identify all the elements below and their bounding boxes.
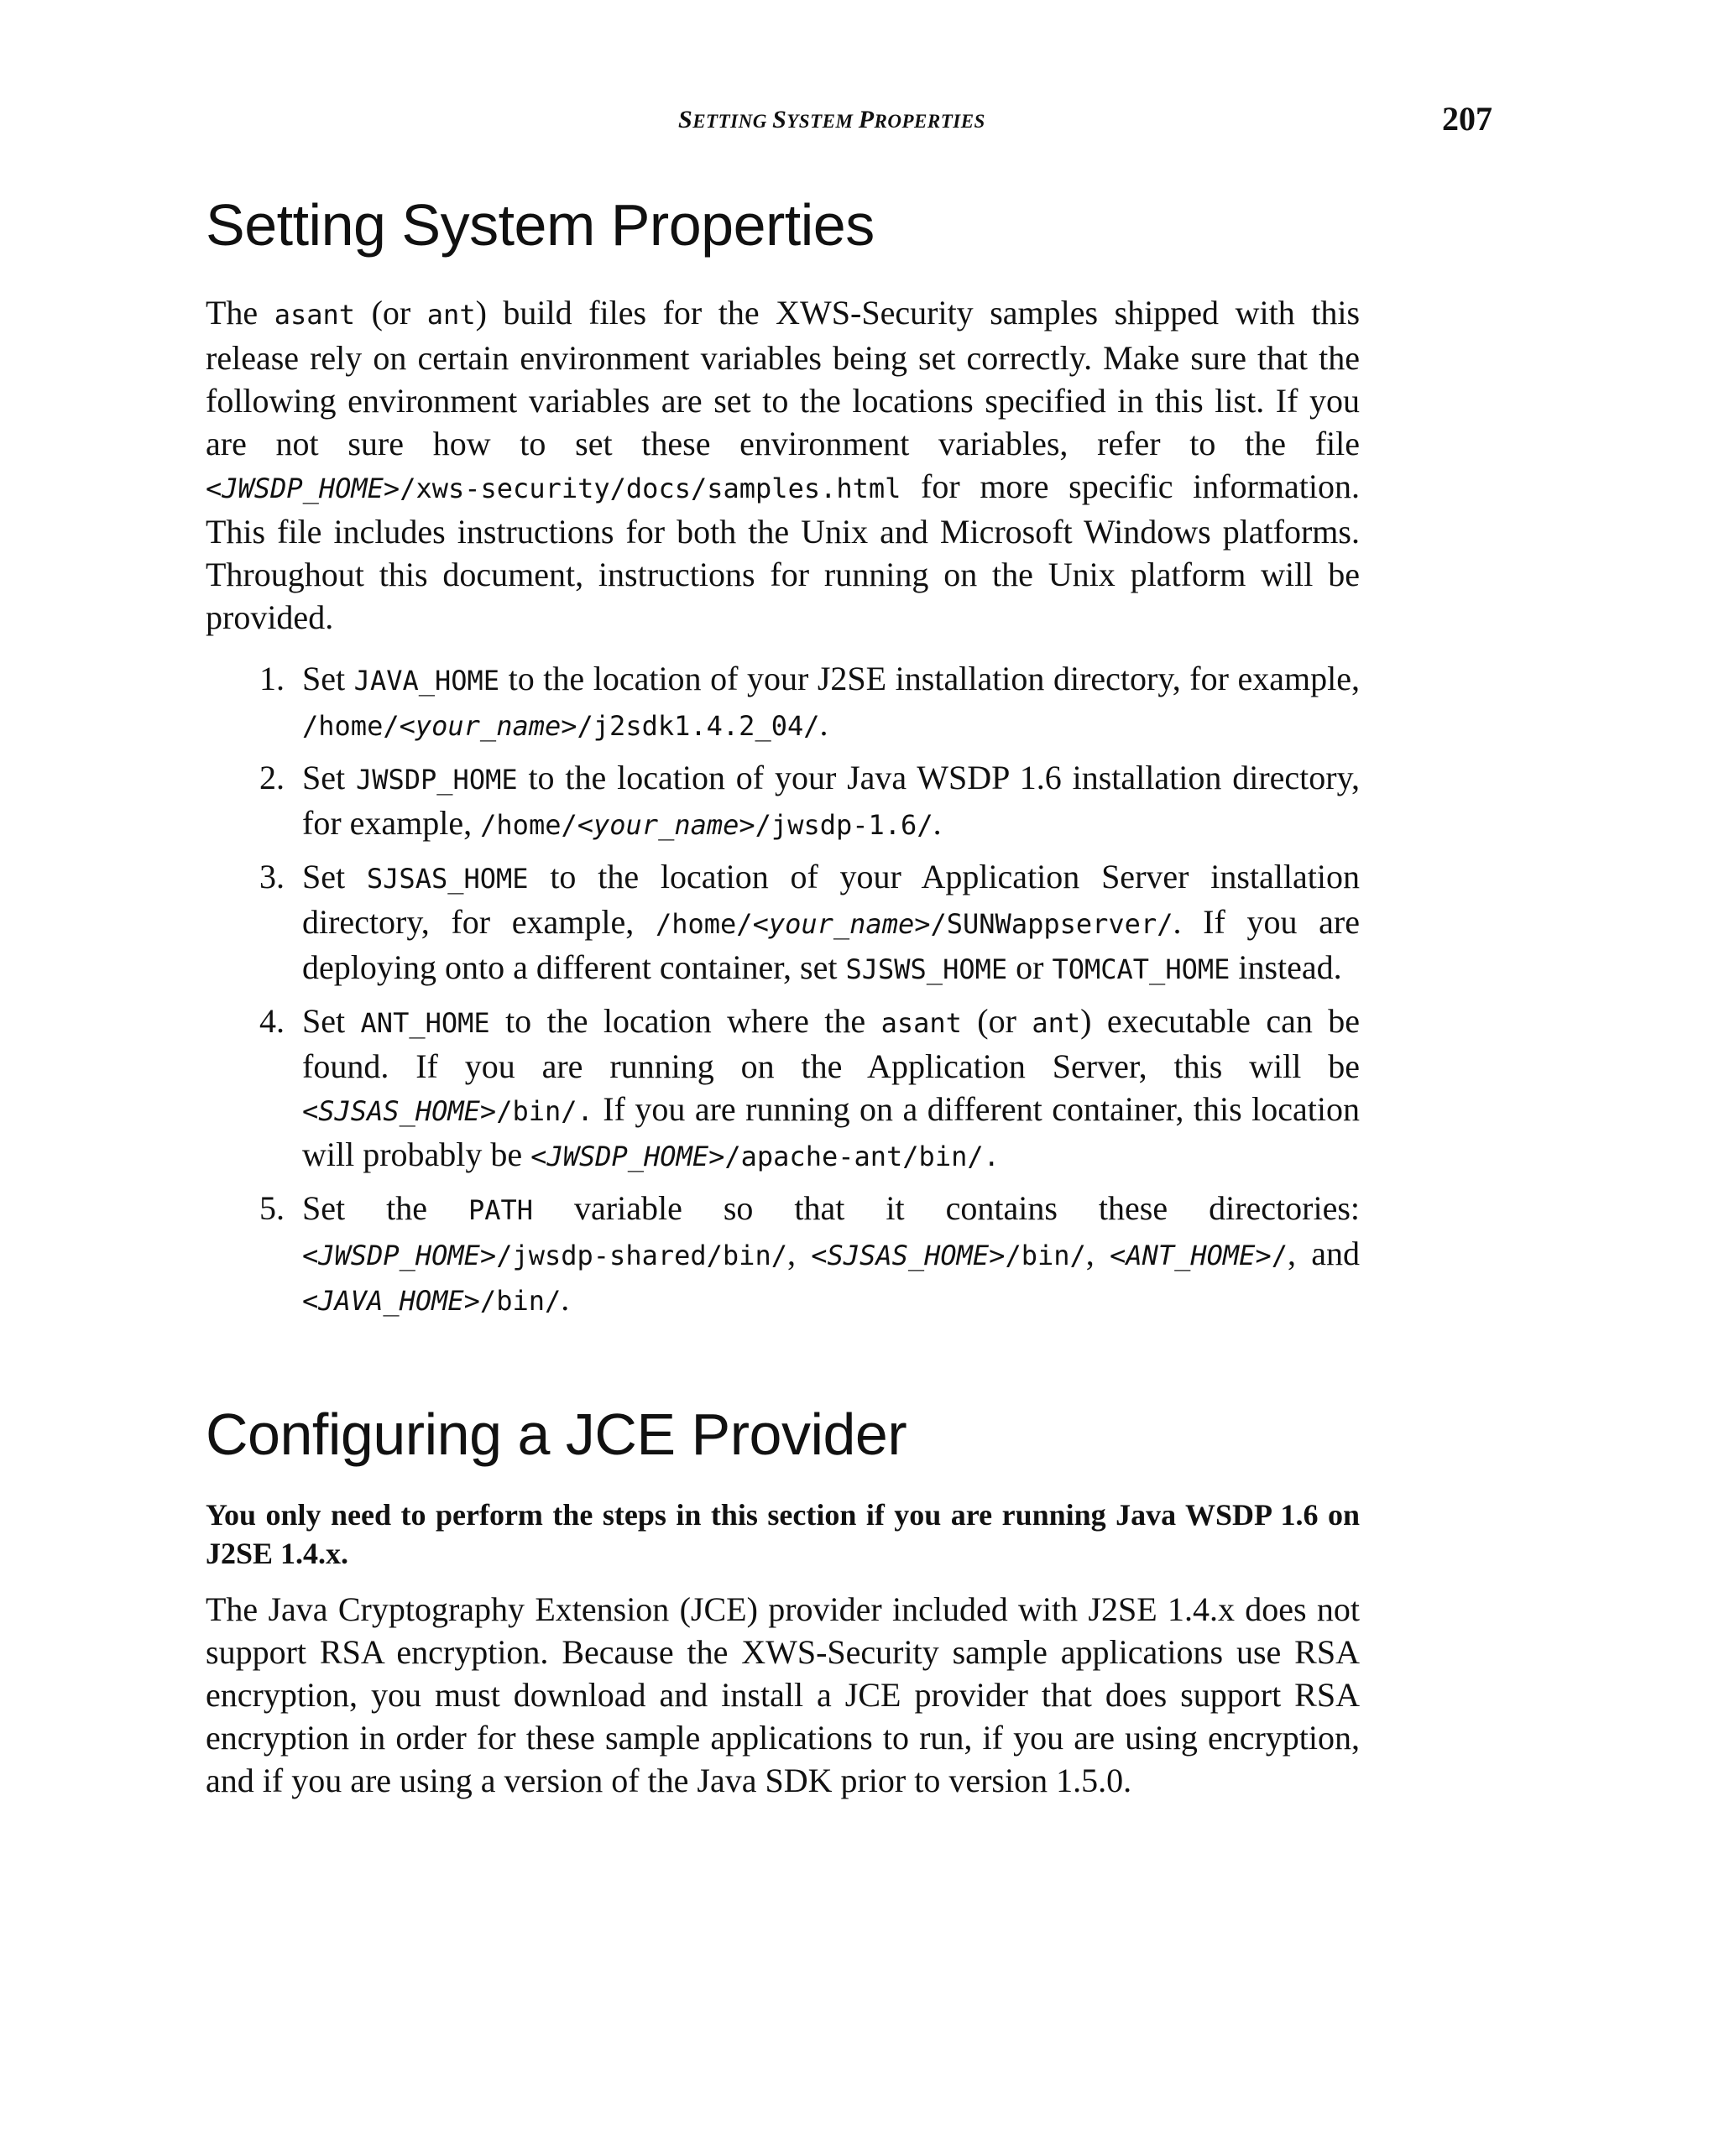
code-asant: asant bbox=[880, 1007, 962, 1039]
text: ) executable can be found. If you are running on the Application Server, this will be bbox=[302, 1002, 1360, 1085]
text: . bbox=[819, 705, 828, 743]
text: Set bbox=[302, 660, 354, 697]
code-ant-home-dir bbox=[1110, 1240, 1288, 1271]
text: or bbox=[1007, 948, 1053, 986]
code-sjsws-home: SJSWS_HOME bbox=[845, 953, 1008, 985]
code-placeholder: <JWSDP_HOME> bbox=[206, 472, 400, 504]
code-example-path bbox=[480, 809, 933, 841]
code-path: /home/ bbox=[302, 710, 400, 742]
code-path: / bbox=[1271, 1240, 1288, 1271]
code-java-home: JAVA_HOME bbox=[353, 665, 500, 697]
code-sjsas-bin bbox=[811, 1240, 1086, 1271]
code-placeholder: <ANT_HOME> bbox=[1110, 1240, 1272, 1271]
code-path: /bin/ bbox=[479, 1285, 562, 1317]
code-tomcat-home: TOMCAT_HOME bbox=[1052, 953, 1230, 985]
page-number: 207 bbox=[1442, 100, 1492, 138]
section-title-system-properties: Setting System Properties bbox=[206, 192, 875, 258]
text: Set bbox=[302, 759, 356, 796]
list-item bbox=[206, 855, 1360, 991]
code-placeholder: <SJSAS_HOME> bbox=[302, 1095, 497, 1127]
code-jwsdp-home: JWSDP_HOME bbox=[355, 764, 518, 796]
code-placeholder: <SJSAS_HOME> bbox=[811, 1240, 1006, 1271]
text: . bbox=[933, 804, 942, 842]
code-placeholder: <JWSDP_HOME> bbox=[530, 1141, 725, 1172]
text: ) build files for the XWS-Security samples shipped with this release rely on certain environment variables being set correctly. Make sure that the following environment variables are set to the locations specified in this list. If you are not sure how to set these environment variables, refer to the file bbox=[206, 294, 1361, 462]
text: to the location of your Application Server installation directory, for example, bbox=[302, 858, 1360, 941]
code-asant: asant bbox=[274, 299, 356, 331]
text: instead. bbox=[1230, 948, 1342, 986]
text: to the location where the bbox=[489, 1002, 881, 1040]
list-item bbox=[206, 657, 1360, 748]
running-head-rest2: YSTEM bbox=[786, 111, 859, 132]
list-number: 4. bbox=[259, 1002, 285, 1040]
code-placeholder: <JAVA_HOME> bbox=[302, 1285, 480, 1317]
code-ant: ant bbox=[1032, 1007, 1081, 1039]
code-path: /bin/ bbox=[1005, 1240, 1086, 1271]
text: to the location of your J2SE installation directory, for example, bbox=[499, 660, 1360, 697]
code-java-home-bin bbox=[302, 1285, 561, 1317]
running-head-s1: S bbox=[678, 106, 693, 133]
running-head bbox=[678, 106, 985, 134]
code-sjsas-home: SJSAS_HOME bbox=[366, 863, 529, 895]
list-number: 5. bbox=[259, 1189, 285, 1227]
list-item bbox=[206, 756, 1360, 847]
code-path-var: PATH bbox=[468, 1194, 534, 1226]
code-samples-path bbox=[206, 472, 901, 504]
jce-body-paragraph: The Java Cryptography Extension (JCE) provider included with J2SE 1.4.x does not support RSA encryption. Because the XWS-Security sample applications use RSA encryption, you must download and install a JCE provider that does support RSA encryption in order for these sample applications to run, if you are using encryption, and if you are using a version of the Java SDK prior to version 1.5.0. bbox=[206, 1590, 1360, 1799]
code-ant-home: ANT_HOME bbox=[360, 1007, 490, 1039]
running-head-rest1: ETTING bbox=[692, 111, 773, 132]
code-path: /SUNWappserver/ bbox=[930, 908, 1173, 940]
code-path: /home/ bbox=[655, 908, 753, 940]
text: If you are running on a different container, this location will probably be bbox=[302, 1090, 1360, 1173]
list-number: 1. bbox=[259, 660, 285, 697]
text: Set bbox=[302, 1002, 361, 1040]
jce-note: You only need to perform the steps in this section if you are running Java WSDP 1.6 on J2SE 1.4.x. bbox=[206, 1498, 1360, 1570]
code-jwsdp-shared-bin bbox=[302, 1240, 787, 1271]
code-example-path bbox=[302, 710, 820, 742]
code-path: /jwsdp-1.6/ bbox=[755, 809, 933, 841]
running-head-rest3: ROPERTIES bbox=[874, 111, 985, 132]
list-item bbox=[206, 1187, 1360, 1323]
text: Set the bbox=[302, 1189, 468, 1227]
intro-paragraph bbox=[206, 291, 1360, 639]
code-path: /bin/. bbox=[496, 1095, 593, 1127]
text: , bbox=[786, 1235, 812, 1272]
running-head-s2: S bbox=[772, 106, 787, 133]
text: for more specific information. This file includes instructions for both the Unix and Microsoft Windows platforms. Throughout this document, instructions for running on the Unix platform will be provided. bbox=[206, 467, 1360, 636]
code-placeholder: <JWSDP_HOME> bbox=[302, 1240, 497, 1271]
page-content bbox=[206, 180, 1360, 1802]
text: , bbox=[1085, 1235, 1110, 1272]
code-path: /xws-security/docs/samples.html bbox=[400, 472, 901, 504]
text: , and bbox=[1287, 1235, 1360, 1272]
code-path: /apache-ant/bin/. bbox=[724, 1141, 1000, 1172]
code-placeholder: <your_name> bbox=[577, 809, 755, 841]
list-number: 2. bbox=[259, 759, 285, 796]
list-number: 3. bbox=[259, 858, 285, 895]
code-ant: ant bbox=[426, 299, 476, 331]
text: . bbox=[561, 1280, 570, 1318]
code-path: /jwsdp-shared/bin/ bbox=[496, 1240, 787, 1271]
text: (or bbox=[961, 1002, 1032, 1040]
code-example-path bbox=[656, 908, 1173, 940]
page-header bbox=[0, 99, 1719, 149]
code-path: /home/ bbox=[480, 809, 577, 841]
list-item bbox=[206, 1000, 1360, 1178]
text: . If you are deploying onto a different container, set bbox=[302, 903, 1360, 986]
code-placeholder: <your_name> bbox=[752, 908, 931, 940]
text: (or bbox=[355, 294, 427, 331]
running-head-p: P bbox=[858, 106, 875, 133]
text: The bbox=[206, 294, 274, 331]
text: to the location of your Java WSDP 1.6 installation directory, for example, bbox=[302, 759, 1360, 842]
text: variable so that it contains these directories: bbox=[533, 1189, 1361, 1227]
code-path: /j2sdk1.4.2_04/ bbox=[577, 710, 820, 742]
code-apache-ant-bin bbox=[530, 1141, 1000, 1172]
section-title-jce-provider: Configuring a JCE Provider bbox=[206, 1402, 907, 1467]
text: Set bbox=[302, 858, 367, 895]
env-variable-list bbox=[206, 657, 1360, 1323]
code-sjsas-bin bbox=[302, 1095, 593, 1127]
code-placeholder: <your_name> bbox=[399, 710, 577, 742]
